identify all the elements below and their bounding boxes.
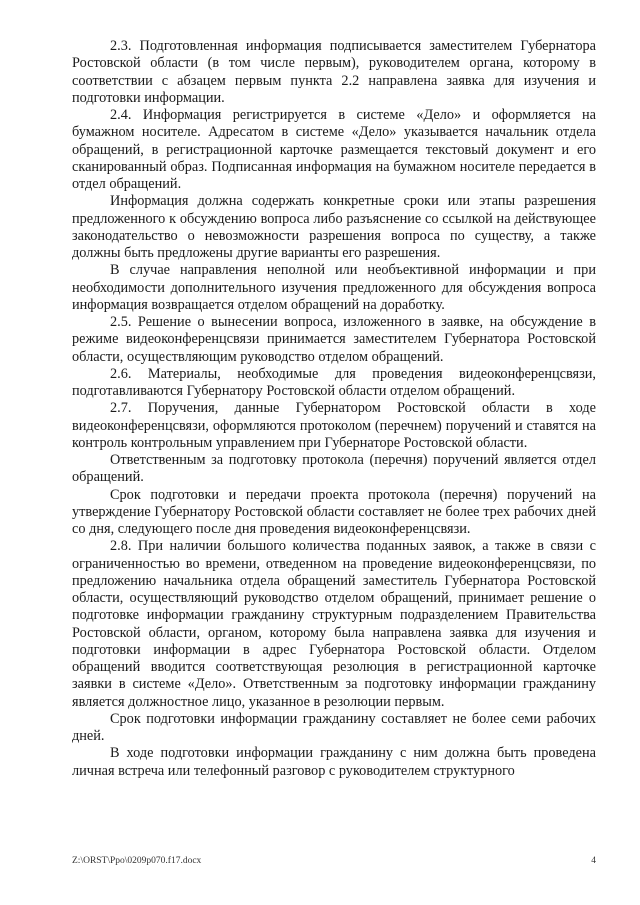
paragraph-protocol-deadline: Срок подготовки и передачи проекта протокола (перечня) поручений на утверждение Губернатору Ростовской области составляет не более трех рабочих дней со дня, следующего после дня проведения видеоконференцсвязи. bbox=[72, 486, 596, 537]
paragraph-2-4: 2.4. Информация регистрируется в системе «Дело» и оформляется на бумажном носителе. Адресатом в системе «Дело» указывается начальник отдела обращений, в регистрационной карточке размещается текстовый документ и его сканированный образ. Подписанная информация на бумажном носителе передается в отдел обращений. bbox=[72, 107, 596, 192]
paragraph-incomplete-info: В случае направления неполной или необъективной информации и при необходимости дополнительного изучения предложенного для обсуждения вопроса информация возвращается отделом обращений на доработку. bbox=[72, 262, 596, 313]
paragraph-2-6: 2.6. Материалы, необходимые для проведения видеоконференцсвязи, подготавливаются Губернатору Ростовской области отделом обращений. bbox=[72, 365, 596, 399]
footer-file-path: Z:\ORST\Ppo\0209p070.f17.docx bbox=[72, 856, 202, 866]
paragraph-citizen-meeting: В ходе подготовки информации гражданину с ним должна быть проведена личная встреча или телефонный разговор с руководителем структурного bbox=[72, 745, 596, 779]
paragraph-info-content: Информация должна содержать конкретные сроки или этапы разрешения предложенного к обсуждению вопроса либо разъяснение со ссылкой на действующее законодательство о невозможности разрешения вопроса по существу, а также должны быть предложены другие варианты его разрешения. bbox=[72, 193, 596, 261]
paragraph-2-7: 2.7. Поручения, данные Губернатором Ростовской области в ходе видеоконференцсвязи, оформляются протоколом (перечнем) поручений и ставятся на контроль контрольным управлением при Губернаторе Ростовской области. bbox=[72, 400, 596, 451]
document-body bbox=[72, 38, 596, 780]
paragraph-protocol-responsible: Ответственным за подготовку протокола (перечня) поручений является отдел обращений. bbox=[72, 452, 596, 486]
paragraph-citizen-deadline: Срок подготовки информации гражданину составляет не более семи рабочих дней. bbox=[72, 710, 596, 744]
paragraph-2-3: 2.3. Подготовленная информация подписывается заместителем Губернатора Ростовской области (в том числе первым), руководителем органа, которому в соответствии с абзацем первым пункта 2.2 направлена заявка для изучения и подготовки информации. bbox=[72, 38, 596, 106]
paragraph-2-8: 2.8. При наличии большого количества поданных заявок, а также в связи с ограниченностью во времени, отведенном на проведение видеоконференцсвязи, по предложению начальника отдела обращений заместитель Губернатора Ростовской области, осуществляющий руководство отделом обращений, принимает решение о подготовке информации гражданину структурным подразделением Правительства Ростовской области, органом, которому была направлена заявка для изучения и подготовки информации в адрес Губернатора Ростовской области. Отделом обращений вводится соответствующая резолюция в регистрационной карточке заявки в системе «Дело». Ответственным за подготовку информации гражданину является должностное лицо, указанное в резолюции первым. bbox=[72, 538, 596, 710]
page-number: 4 bbox=[591, 856, 596, 866]
page-footer bbox=[0, 855, 640, 869]
paragraph-2-5: 2.5. Решение о вынесении вопроса, изложенного в заявке, на обсуждение в режиме видеоконференцсвязи принимается заместителем Губернатора Ростовской области, осуществляющим руководство отделом обращений. bbox=[72, 314, 596, 365]
